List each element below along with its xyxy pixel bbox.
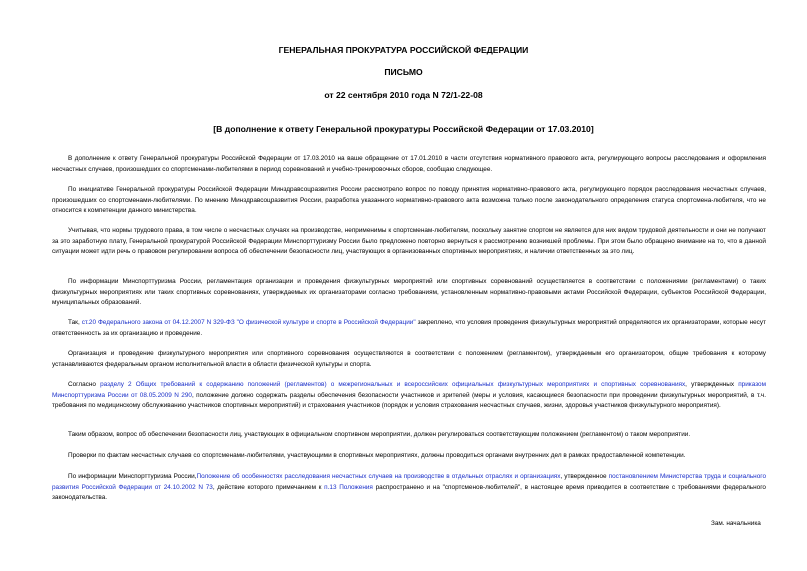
clause-13-link[interactable]: п.13 Положения bbox=[324, 483, 373, 491]
paragraph-3-text: Учитывая, что нормы трудового права, в том числе о несчастных случаях на производстве, неприменимы к спортсменам-любителям, поскольку занятие спортом не является для них видом трудовой деятельности и они не получают за это заработную плату, Генеральной прокуратурой Российской Федерации Минспорттуризму России было предложено повторно вернуться к рассмотрению возникшей проблемы. При этом было обращено внимание на то, что в данной ситуации может идти речь о правовом регулировании вопроса об обеспечении безопасности лиц, участвующих в организованных спортивных мероприятиях, и наличии ответственных за это лиц. bbox=[52, 227, 766, 255]
doc-date-number: от 22 сентября 2010 года N 72/1-22-08 bbox=[324, 90, 483, 100]
paragraph-7-text bbox=[52, 380, 766, 412]
paragraph-2 bbox=[52, 185, 766, 217]
paragraph-5-text bbox=[52, 318, 766, 339]
paragraph-10-rest: распространено и на "спортсменов-любителей", в настоящее время приводится в соответствие с требованиями федерального законодательства. bbox=[52, 483, 766, 501]
law-329-fz-link[interactable]: ст.20 Федерального закона от 04.12.2007 N 329-ФЗ "О физической культуре и спорте в Российской Федерации" bbox=[81, 319, 416, 326]
paragraph-4 bbox=[52, 277, 766, 309]
paragraph-10 bbox=[52, 472, 766, 504]
order-290-link[interactable]: приказом Минспорттуризма России от 08.05.2009 N 290 bbox=[52, 381, 766, 399]
paragraph-5-lead: Так, bbox=[68, 319, 82, 326]
paragraph-9-text: Проверки по фактам несчастных случаев со спортсменами-любителями, участвующими в спортивных мероприятиях, должны проводиться органами внутренних дел в рамках предоставленной компетенции. bbox=[68, 452, 686, 459]
paragraph-10-mid1: , утвержденное bbox=[560, 473, 609, 480]
resolution-73-link[interactable]: постановлением Министерства труда и социального развития Российской Федерации от 24.10.2002 N 73 bbox=[52, 473, 767, 491]
paragraph-6-text: Организация и проведение физкультурного мероприятия или спортивного соревнования осуществляются в соответствии с положением (регламентом), утверждаемым его организатором, общие требования к которому устанавливаются федеральным органом исполнительной власти в области физической культуры и спорта. bbox=[52, 350, 766, 368]
paragraph-2-text: По инициативе Генеральной прокуратуры Российской Федерации Минздравсоцразвития России рассмотрело вопрос по поводу принятия нормативно-правового акта, регулирующего порядок расследования несчастных случаев, произошедших со спортсменами-любителями. По мнению Минздравсоцразвития России, разработка указанного нормативно-правового акта возможна только после законодательного определения статуса спортсмена-любителя, что не относится к компетенции данного министерства. bbox=[52, 186, 766, 214]
paragraph-7-mid: , утвержденных bbox=[685, 381, 739, 388]
paragraph-10-lead: По информации Минспорттуризма России, bbox=[68, 473, 197, 480]
signature-title: Зам. начальника bbox=[711, 520, 761, 527]
paragraph-3 bbox=[52, 226, 766, 258]
general-requirements-link[interactable]: разделу 2 Общих требований к содержанию положений (регламентов) о межрегиональных и всероссийских официальных физкультурных мероприятиях и спортивных соревнованиях bbox=[100, 381, 686, 388]
paragraph-7-rest: , положение должно содержать разделы обеспечения безопасности участников и зрителей (меры и условия, касающиеся безопасности при проведении физкультурных мероприятий, в т.ч. требования по медицинскому обслуживанию участников спортивных мероприятий) и страхования участников (порядок и условия страхования несчастных случаев, жизни, здоровья участников физкультурного мероприятия). bbox=[52, 391, 766, 409]
paragraph-8-text: Таким образом, вопрос об обеспечении безопасности лиц, участвующих в официальном спортивном мероприятии, должен регулироваться соответствующим положением (регламентом) о таком мероприятии. bbox=[68, 431, 691, 438]
paragraph-5-rest: закреплено, что условия проведения физкультурных мероприятий определяются их организаторами, которые несут ответственность за их организацию и проведение. bbox=[52, 319, 766, 337]
paragraph-10-text bbox=[52, 472, 766, 504]
paragraph-1 bbox=[52, 154, 766, 175]
paragraph-8 bbox=[52, 430, 766, 441]
paragraph-4-text: По информации Минспорттуризма России, регламентация организации и проведения физкультурных мероприятий или спортивных соревнований осуществляется в соответствии с положениями (регламентами) о таких физкультурных мероприятиях или таких спортивных соревнованиях, утверждаемых их организаторами согласно требованиям, установленным нормативно-правовыми актами Российской Федерации, субъектов Российской Федерации, муниципальных образований. bbox=[52, 278, 766, 306]
regulation-features-link[interactable]: Положение об особенностях расследования несчастных случаев на производстве в отдельных отраслях и организациях bbox=[196, 473, 561, 480]
paragraph-6 bbox=[52, 349, 766, 370]
org-title: ГЕНЕРАЛЬНАЯ ПРОКУРАТУРА РОССИЙСКОЙ ФЕДЕРАЦИИ bbox=[278, 45, 529, 55]
paragraph-9 bbox=[52, 451, 766, 462]
paragraph-7 bbox=[52, 380, 766, 412]
paragraph-1-text: В дополнение к ответу Генеральной прокуратуры Российской Федерации от 17.03.2010 на ваше обращение от 17.01.2010 в части отсутствия нормативного правового акта, регулирующего вопросы расследования и оформления несчастных случаев, произошедших со спортсменами-любителями в период соревнований и учебно-тренировочных сборов, сообщаю следующее. bbox=[52, 155, 766, 173]
paragraph-10-mid2: , действие которого примечанием к bbox=[212, 483, 325, 491]
doc-type: ПИСЬМО bbox=[384, 67, 423, 77]
doc-subject: [В дополнение к ответу Генеральной прокуратуры Российской Федерации от 17.03.2010] bbox=[213, 124, 594, 134]
paragraph-5 bbox=[52, 318, 766, 339]
paragraph-7-lead: Согласно bbox=[68, 381, 101, 388]
